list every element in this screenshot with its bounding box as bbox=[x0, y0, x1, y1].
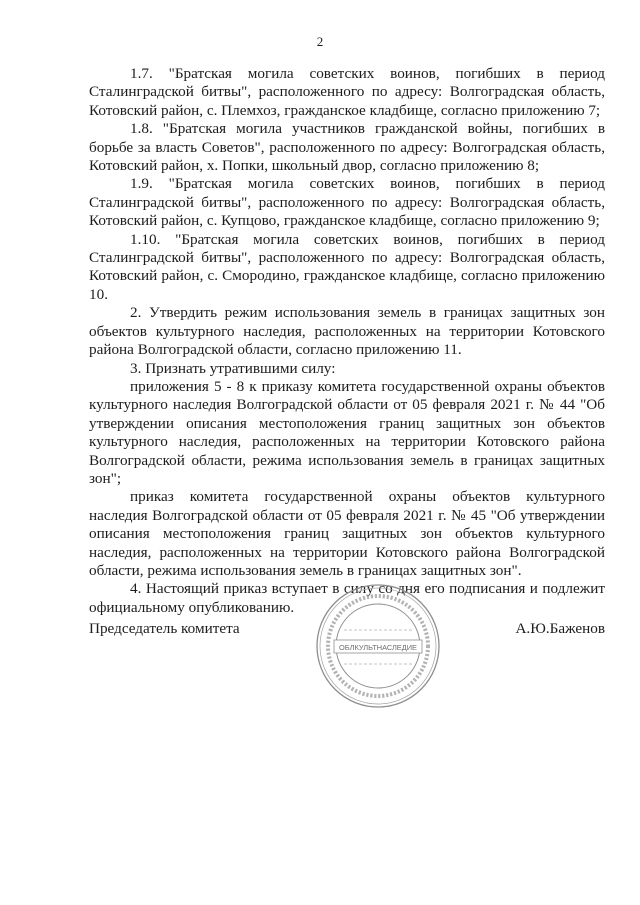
document-body bbox=[89, 65, 605, 617]
paragraph-1-10: 1.10. "Братская могила советских воинов, погибших в период Сталинградской битвы", расположенного по адресу: Волгоградская область, Котовский район, с. Смородино, гражданское кладбище, согласно приложению 10. bbox=[89, 230, 605, 303]
paragraph-4: 4. Настоящий приказ вступает в силу со дня его подписания и подлежит официальному опубликованию. bbox=[89, 580, 605, 616]
official-seal-stamp bbox=[314, 582, 442, 710]
paragraph-1-7: 1.7. "Братская могила советских воинов, погибших в период Сталинградской битвы", расположенного по адресу: Волгоградская область, Котовский район, с. Племхоз, гражданское кладбище, согласно приложению 7; bbox=[89, 65, 605, 119]
signatory-name: А.Ю.Баженов bbox=[515, 620, 605, 637]
seal-center-text: ОБЛКУЛЬТНАСЛЕДИЕ bbox=[339, 643, 417, 652]
paragraph-1-8: 1.8. "Братская могила участников гражданской войны, погибших в борьбе за власть Советов", расположенного по адресу: Волгоградская область, Котовский район, х. Попки, школьный двор, согласно приложению 8; bbox=[89, 120, 605, 175]
paragraph-3: 3. Признать утратившими силу: bbox=[130, 359, 336, 377]
page-number: 2 bbox=[316, 34, 324, 49]
paragraph-2: 2. Утвердить режим использования земель в границах защитных зон объектов культурного наследия, расположенных на территории Котовского района Волгоградской области, согласно приложению 11. bbox=[89, 304, 605, 359]
paragraph-3-item-1: приложения 5 - 8 к приказу комитета государственной охраны объектов культурного наследия Волгоградской области от 05 февраля 2021 г. № 44 "Об утверждении описания местоположения границ защитных зон объектов культурного наследия, расположенных на территории Котовского района Волгоградской области, режима использования земель в границах защитных зон"; bbox=[89, 377, 605, 487]
paragraph-1-9: 1.9. "Братская могила советских воинов, погибших в период Сталинградской битвы", расположенного по адресу: Волгоградская область, Котовский район, с. Купцово, гражданское кладбище, согласно приложению 9; bbox=[89, 175, 605, 230]
paragraph-3-item-2: приказ комитета государственной охраны объектов культурного наследия Волгоградской области от 05 февраля 2021 г. № 45 "Об утверждении описания местоположения границ защитных зон объектов культурного наследия, расположенных на территории Котовского района Волгоградской области, режима использования земель в границах защитных зон". bbox=[89, 488, 605, 579]
signatory-role: Председатель комитета bbox=[89, 620, 240, 637]
